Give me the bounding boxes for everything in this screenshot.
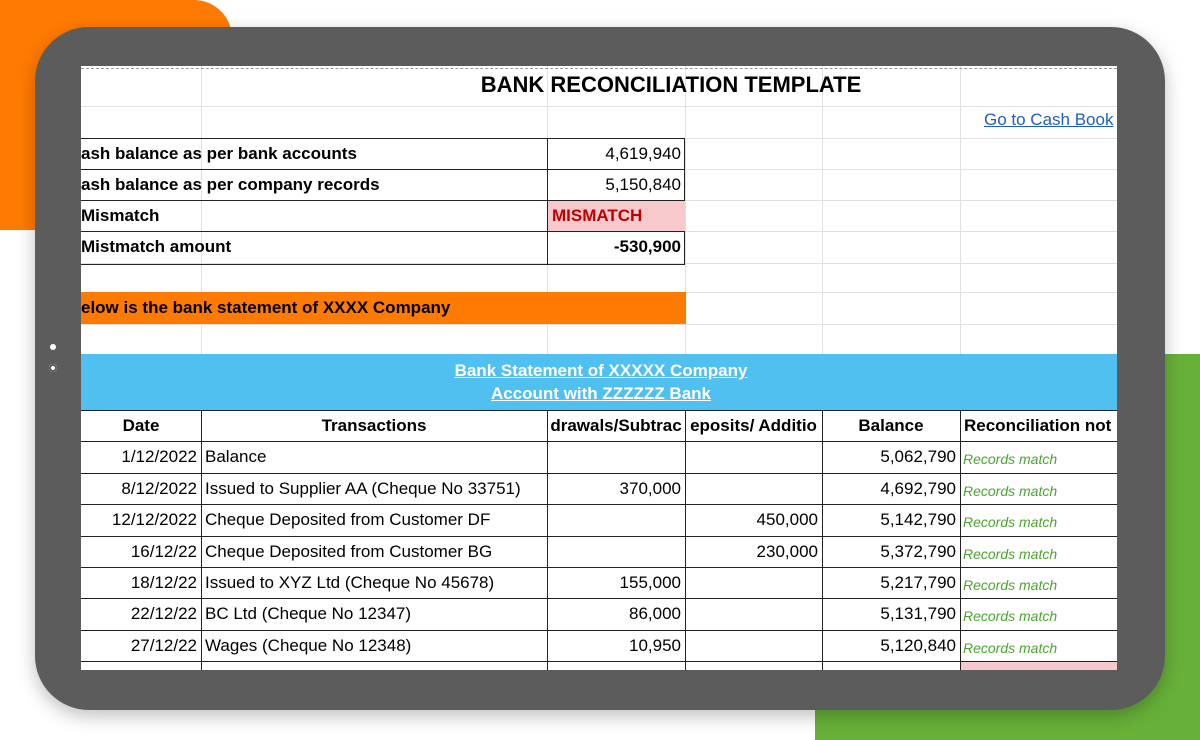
date-cell[interactable]: 27/12/22 [130, 636, 197, 655]
summary-value-bank[interactable]: 4,619,940 [605, 144, 681, 163]
transaction-cell[interactable]: BC Ltd (Cheque No 12347) [205, 604, 412, 623]
reconciliation-note-cell[interactable]: Records match [963, 640, 1058, 656]
reconciliation-note-cell[interactable]: Records match [963, 514, 1058, 530]
summary-label-mismatch: Mismatch [81, 206, 160, 225]
withdrawal-cell[interactable]: 86,000 [629, 604, 681, 623]
withdrawal-cell[interactable]: 370,000 [619, 479, 681, 498]
date-cell[interactable]: 12/12/2022 [111, 510, 197, 529]
summary-label-company: ash balance as per company records [81, 175, 380, 194]
grid-line [81, 106, 1117, 107]
balance-cell[interactable]: 5,142,790 [880, 510, 956, 529]
balance-cell[interactable]: 5,217,790 [880, 573, 956, 592]
transaction-cell[interactable]: Issued to Supplier AA (Cheque No 33751) [205, 479, 521, 498]
sheet-title: BANK RECONCILIATION TEMPLATE [480, 72, 862, 97]
reconciliation-note-cell[interactable]: Records match [963, 546, 1058, 562]
mismatch-status-badge[interactable]: MISMATCH [548, 201, 685, 231]
balance-cell[interactable]: 5,062,790 [880, 447, 956, 466]
bank-statement-title-line1: Bank Statement of XXXXX Company [454, 361, 748, 380]
reconciliation-note-cell[interactable]: Records match [963, 577, 1058, 593]
column-header-2[interactable]: drawals/Subtrac [550, 416, 682, 435]
banner-text: elow is the bank statement of XXXX Company [81, 298, 451, 317]
column-header-0[interactable]: Date [122, 416, 160, 435]
table-col-border [201, 410, 202, 670]
bank-statement-title-line2: Account with ZZZZZZ Bank [490, 384, 712, 403]
transaction-cell[interactable]: Wages (Cheque No 12348) [205, 636, 412, 655]
reconciliation-note-cell[interactable]: Records match [963, 608, 1058, 624]
withdrawal-cell[interactable]: 10,950 [629, 636, 681, 655]
balance-cell[interactable]: 4,692,790 [880, 479, 956, 498]
spreadsheet-screen [81, 66, 1117, 670]
tablet-home-ring [49, 364, 57, 372]
tablet-camera-dot [50, 344, 56, 350]
date-cell[interactable]: 8/12/2022 [121, 479, 197, 498]
cash-book-link[interactable]: Go to Cash Book [984, 110, 1114, 129]
spreadsheet [81, 66, 1117, 670]
reconciliation-note-cell-partial[interactable] [961, 662, 1117, 670]
date-cell[interactable]: 22/12/22 [130, 604, 197, 623]
transaction-cell[interactable]: Cheque Deposited from Customer DF [205, 510, 491, 529]
reconciliation-note-cell[interactable]: Records match [963, 451, 1058, 467]
bank-statement-title[interactable] [81, 359, 1117, 405]
date-cell[interactable]: 1/12/2022 [121, 447, 197, 466]
date-cell[interactable]: 16/12/22 [130, 542, 197, 561]
summary-value-amount[interactable]: -530,900 [613, 237, 681, 256]
balance-cell[interactable]: 5,372,790 [880, 542, 956, 561]
transaction-cell[interactable]: Balance [205, 447, 267, 466]
deposit-cell[interactable]: 450,000 [756, 510, 818, 529]
balance-cell[interactable]: 5,131,790 [880, 604, 956, 623]
grid-line [81, 324, 1117, 325]
transaction-cell[interactable]: Cheque Deposited from Customer BG [205, 542, 493, 561]
page-break-line [81, 68, 1117, 69]
summary-label-bank: ash balance as per bank accounts [81, 144, 357, 163]
column-header-3[interactable]: eposits/ Additio [690, 416, 817, 435]
column-header-1[interactable]: Transactions [321, 416, 427, 435]
column-header-4[interactable]: Balance [858, 416, 924, 435]
withdrawal-cell[interactable]: 155,000 [619, 573, 681, 592]
column-header-5[interactable]: Reconciliation not [964, 416, 1112, 435]
balance-cell[interactable]: 5,120,840 [880, 636, 956, 655]
deposit-cell[interactable]: 230,000 [756, 542, 818, 561]
summary-value-company[interactable]: 5,150,840 [605, 175, 681, 194]
summary-label-amount: Mistmatch amount [81, 237, 232, 256]
reconciliation-note-cell[interactable]: Records match [963, 483, 1058, 499]
transaction-cell[interactable]: Issued to XYZ Ltd (Cheque No 45678) [205, 573, 495, 592]
date-cell[interactable]: 18/12/22 [130, 573, 197, 592]
